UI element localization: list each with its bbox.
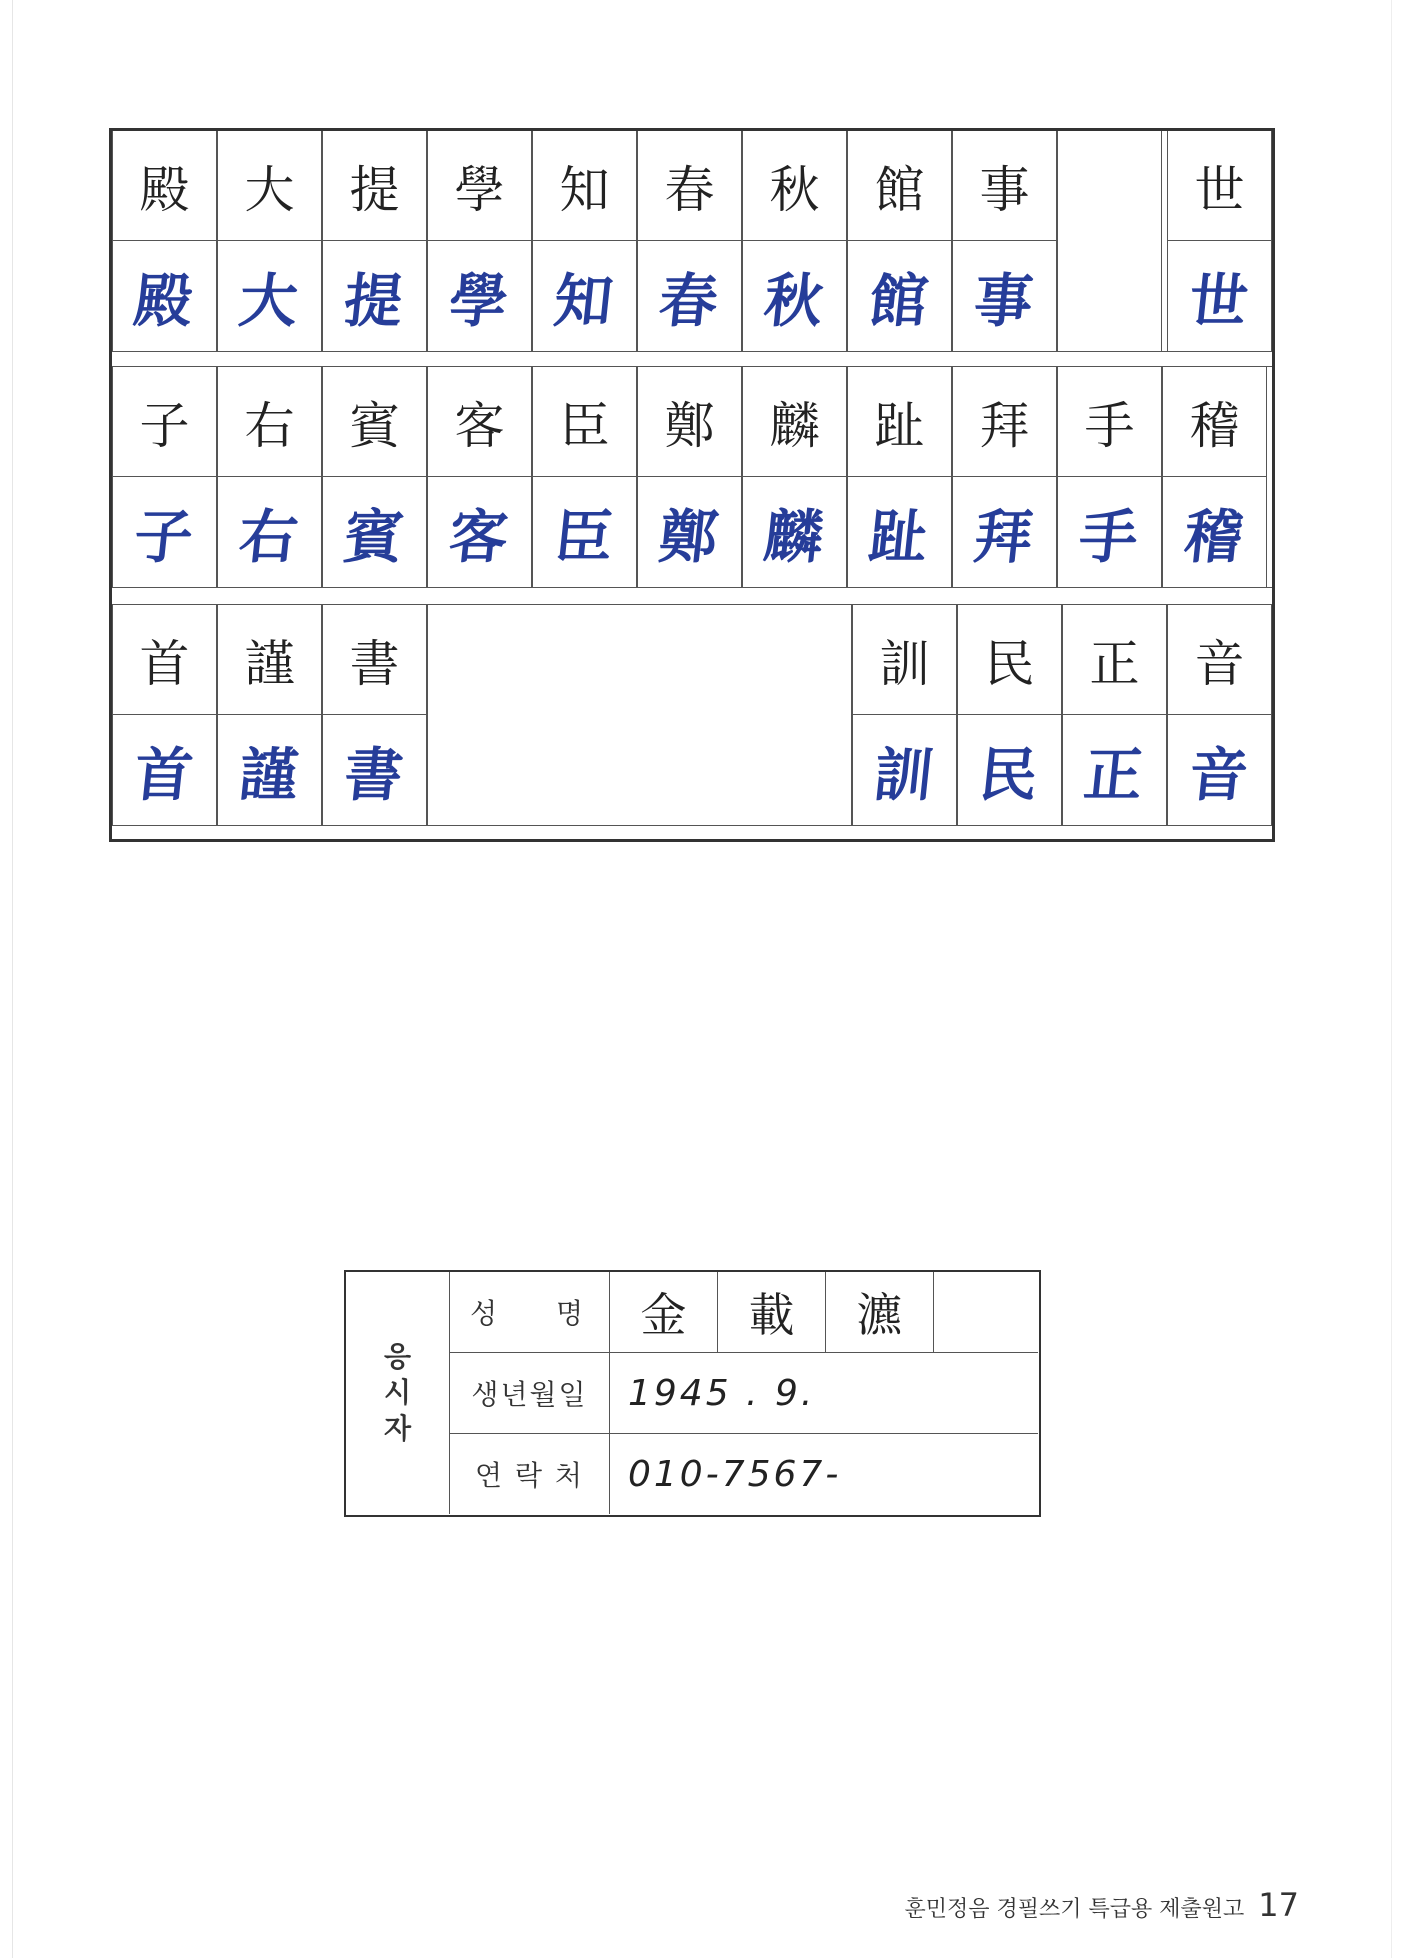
printed-char: 秋: [742, 131, 847, 241]
printed-char: 春: [637, 131, 742, 241]
written-char: 拜: [952, 477, 1057, 587]
written-char: 趾: [847, 477, 952, 587]
printed-char: 趾: [847, 367, 952, 477]
name-char[interactable]: 瀌: [826, 1272, 934, 1352]
printed-char: 提: [322, 131, 427, 241]
printed-char: 子: [112, 367, 217, 477]
name-char[interactable]: [934, 1272, 1042, 1352]
page-number: 17: [1258, 1886, 1299, 1924]
written-char: 客: [427, 477, 532, 587]
printed-char: 民: [957, 605, 1062, 715]
written-char: 書: [322, 715, 427, 825]
practice-grid: [109, 128, 1275, 842]
printed-char: 右: [217, 367, 322, 477]
written-char: 首: [112, 715, 217, 825]
written-char: 提: [322, 241, 427, 351]
written-char: 鄭: [637, 477, 742, 587]
written-char: 賓: [322, 477, 427, 587]
printed-char: 手: [1057, 367, 1162, 477]
applicant-box: [344, 1270, 1041, 1517]
birth-row: [450, 1353, 1038, 1434]
written-char: 右: [217, 477, 322, 587]
contact-label: 연 락 처: [450, 1434, 610, 1514]
written-char: 正: [1062, 715, 1167, 825]
written-char: 謹: [217, 715, 322, 825]
written-char: 子: [112, 477, 217, 587]
printed-char: 拜: [952, 367, 1057, 477]
birth-value[interactable]: 1945 . 9.: [628, 1372, 816, 1414]
written-char: 民: [957, 715, 1062, 825]
printed-char: 臣: [532, 367, 637, 477]
printed-char: 書: [322, 605, 427, 715]
printed-char: 麟: [742, 367, 847, 477]
printed-char: 世: [1167, 131, 1272, 241]
printed-char: 學: [427, 131, 532, 241]
written-char: 館: [847, 241, 952, 351]
printed-char: 賓: [322, 367, 427, 477]
printed-char: 正: [1062, 605, 1167, 715]
written-char: 殿: [112, 241, 217, 351]
printed-char: 客: [427, 367, 532, 477]
name-row: [450, 1272, 1038, 1353]
blank-block: [427, 605, 852, 825]
side-char: 자: [383, 1412, 412, 1445]
footer-title: 훈민정음 경필쓰기 특급용 제출원고: [904, 1897, 1245, 1922]
written-char: 知: [532, 241, 637, 351]
printed-char: 知: [532, 131, 637, 241]
written-char: 春: [637, 241, 742, 351]
printed-char: 館: [847, 131, 952, 241]
written-char: 臣: [532, 477, 637, 587]
name-char[interactable]: 金: [610, 1272, 718, 1352]
contact-row: [450, 1434, 1038, 1514]
printed-char: 謹: [217, 605, 322, 715]
page-footer: [905, 1886, 1299, 1924]
written-char: 稽: [1162, 477, 1267, 587]
birth-label: 생년월일: [450, 1353, 610, 1433]
grid-row-3: [112, 604, 1272, 826]
written-char: 秋: [742, 241, 847, 351]
written-char: 大: [217, 241, 322, 351]
name-label: 성 명: [450, 1272, 610, 1352]
name-char[interactable]: 載: [718, 1272, 826, 1352]
written-char: 手: [1057, 477, 1162, 587]
written-char: 學: [427, 241, 532, 351]
applicant-side-label: [346, 1272, 450, 1514]
printed-char: 鄭: [637, 367, 742, 477]
side-char: 응: [383, 1340, 412, 1373]
printed-char: 事: [952, 131, 1057, 241]
printed-char: 首: [112, 605, 217, 715]
printed-char: 訓: [852, 605, 957, 715]
contact-value[interactable]: 010-7567-: [628, 1453, 842, 1495]
side-char: 시: [383, 1376, 412, 1409]
written-char: 麟: [742, 477, 847, 587]
written-char: 訓: [852, 715, 957, 825]
grid-row-1: [112, 131, 1272, 352]
printed-char: 音: [1167, 605, 1272, 715]
written-char: 音: [1167, 715, 1272, 825]
printed-char: 稽: [1162, 367, 1267, 477]
written-char: 事: [952, 241, 1057, 351]
grid-row-2: [112, 366, 1272, 588]
printed-char: 殿: [112, 131, 217, 241]
printed-char: 大: [217, 131, 322, 241]
blank-cell: [1057, 131, 1162, 351]
written-char: 世: [1167, 241, 1272, 351]
